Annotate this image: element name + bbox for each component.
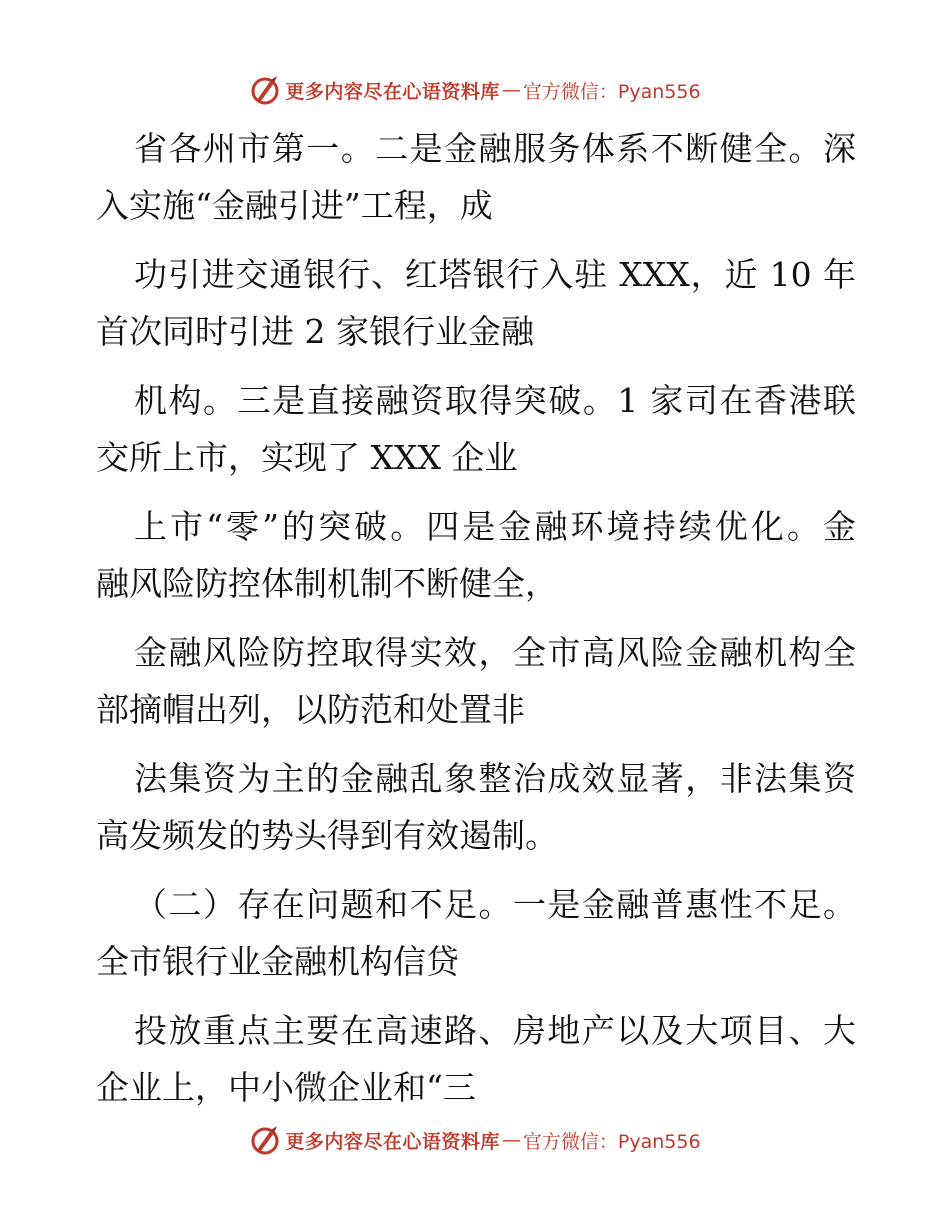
- document-body: [96, 120, 856, 1128]
- quill-logo-icon: [249, 1124, 281, 1156]
- paragraph-line: 融风险防控体制机制不断健全，: [96, 564, 558, 603]
- paragraph-line: 部摘帽出列，以防范和处置非: [96, 690, 525, 729]
- paragraph: [96, 624, 856, 738]
- paragraph-line: 高发频发的势头得到有效遏制。: [96, 816, 558, 855]
- quill-logo-icon: [249, 74, 281, 106]
- paragraph-line: 功引进交通银行、红塔银行入驻 XXX，近 10 年: [134, 255, 856, 294]
- paragraph: [96, 750, 856, 864]
- paragraph-line: 金融风险防控取得实效，全市高风险金融机构全: [134, 633, 856, 672]
- paragraph: [96, 372, 856, 486]
- paragraph-line: 法集资为主的金融乱象整治成效显著，非法集资: [134, 759, 856, 798]
- header-dash: —: [501, 79, 521, 101]
- paragraph-line: 企业上，中小微企业和“三: [96, 1068, 476, 1107]
- footer-banner: [0, 1120, 950, 1160]
- paragraph: [96, 120, 856, 234]
- header-wechat-text: 官方微信：Pyan556: [522, 80, 701, 103]
- paragraph: [96, 876, 856, 990]
- header-brand-text: 更多内容尽在心语资料库: [285, 80, 500, 103]
- paragraph-line: 全市银行业金融机构信贷: [96, 942, 459, 981]
- footer-brand-text: 更多内容尽在心语资料库: [285, 1130, 500, 1153]
- paragraph-line: 入实施“金融引进”工程，成: [96, 186, 493, 225]
- paragraph-line: 机构。三是直接融资取得突破。1 家司在香港联: [134, 381, 856, 420]
- footer-wechat-text: 官方微信：Pyan556: [522, 1130, 701, 1153]
- paragraph-line: 交所上市，实现了 XXX 企业: [96, 438, 518, 477]
- paragraph: [96, 498, 856, 612]
- header-banner: [0, 70, 950, 110]
- paragraph: [96, 1002, 856, 1116]
- paragraph-line: 投放重点主要在高速路、房地产以及大项目、大: [134, 1011, 856, 1050]
- paragraph-line: 上市“零”的突破。四是金融环境持续优化。金: [134, 507, 856, 546]
- paragraph-line: （二）存在问题和不足。一是金融普惠性不足。: [134, 885, 856, 924]
- paragraph: [96, 246, 856, 360]
- paragraph-line: 首次同时引进 2 家银行业金融: [96, 312, 534, 351]
- paragraph-line: 省各州市第一。二是金融服务体系不断健全。深: [134, 129, 856, 168]
- footer-dash: —: [501, 1129, 521, 1151]
